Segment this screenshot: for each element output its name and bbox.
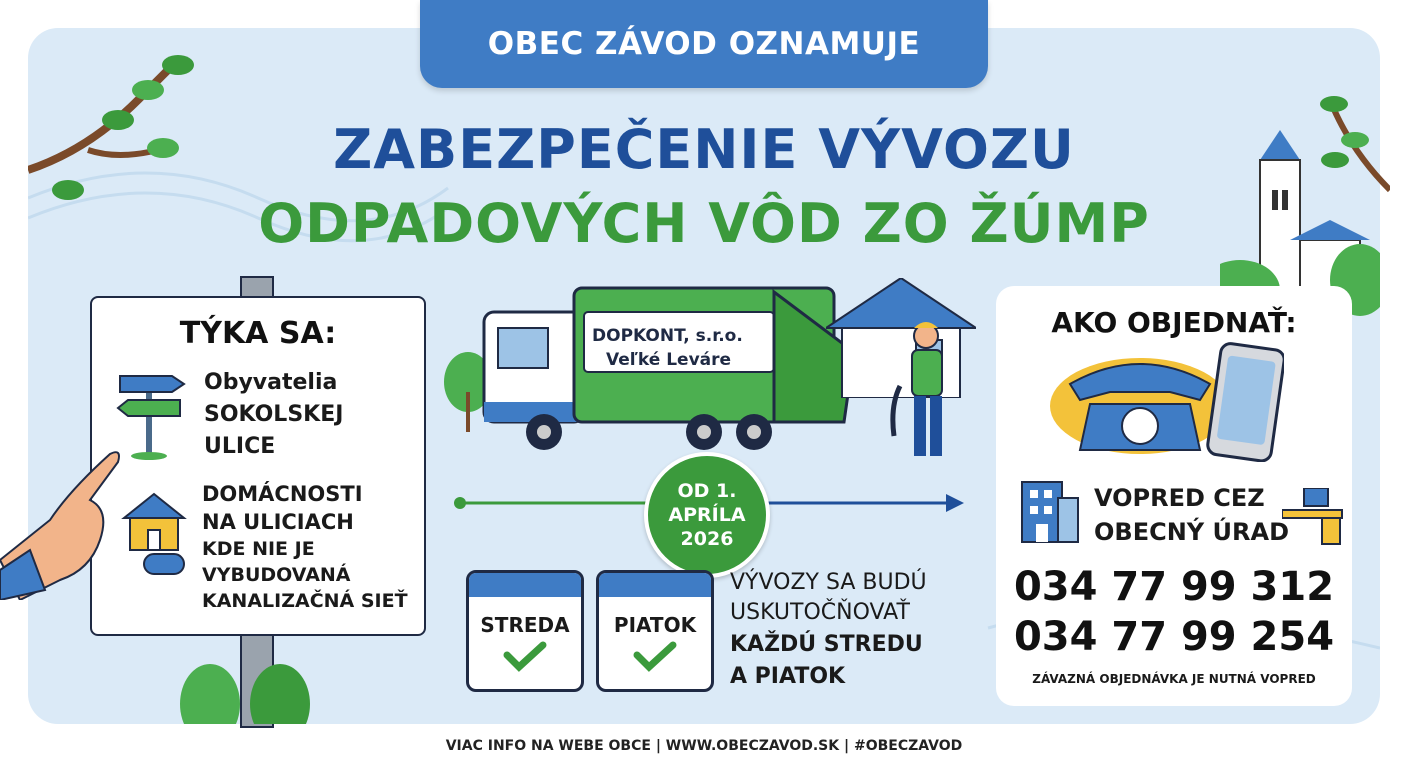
schedule-line1: VÝVOZY SA BUDÚ [730,570,927,595]
card-heading: AKO OBJEDNAŤ: [1051,306,1297,339]
office-building-icon [1018,478,1082,544]
truck-company-town: Veľké Leváre [606,350,732,370]
start-date-badge [644,452,770,578]
telephone-icon [1050,344,1230,454]
office-line2: OBECNÝ ÚRAD [1094,518,1289,546]
smartphone-icon [1204,342,1284,462]
footer-text: VIAC INFO NA WEBE OBCE | WWW.OBECZAVOD.SK | #OBECZAVOD [445,738,963,754]
calendar-friday [596,570,714,692]
item1-line1: Obyvatelia [204,370,338,395]
worker-icon [880,316,960,466]
calendar-label: STREDA [480,613,570,637]
banner-text: OBEC ZÁVOD OZNAMUJE [487,26,921,62]
item2-line5: KANALIZAČNÁ SIEŤ [202,590,408,612]
schedule-line2: USKUTOČŇOVAŤ [730,600,910,625]
item2-line2: NA ULICIACH [202,510,354,534]
calendar-wednesday [466,570,584,692]
order-note: ZÁVAZNÁ OBJEDNÁVKA JE NUTNÁ VOPRED [1032,672,1316,686]
date-line1: OD 1. [677,480,737,502]
date-line3: 2026 [680,528,734,550]
desk-icon [1282,488,1346,548]
schedule-line3: KAŽDÚ STREDU [730,632,923,657]
schedule-line4: A PIATOK [730,664,846,689]
garbage-truck-icon [444,282,884,462]
item2-line4: VYBUDOVANÁ [202,564,351,586]
checkmark-icon [599,637,711,677]
checkmark-icon [469,637,581,677]
phone-number-2[interactable]: 034 77 99 254 [1013,614,1335,660]
item2-line3: KDE NIE JE [202,538,315,560]
bush-decoration [170,644,330,724]
announcement-banner [420,0,988,88]
calendar-label: PIATOK [613,613,697,637]
truck-company-name: DOPKONT, s.r.o. [592,326,743,346]
phone-number-1[interactable]: 034 77 99 312 [1013,564,1335,610]
office-line1: VOPRED CEZ [1094,484,1265,512]
date-line2: APRÍLA [668,504,746,526]
pointing-hand-icon [0,440,130,600]
headline-line-1: ZABEZPEČENIE VÝVOZU [333,118,1075,181]
item1-line3: ULICE [204,434,276,459]
card-heading: TÝKA SA: [179,316,337,351]
item2-line1: DOMÁCNOSTI [202,482,363,506]
item1-line2: SOKOLSKEJ [204,402,344,427]
headline-line-2: ODPADOVÝCH VÔD ZO ŽÚMP [258,192,1150,255]
